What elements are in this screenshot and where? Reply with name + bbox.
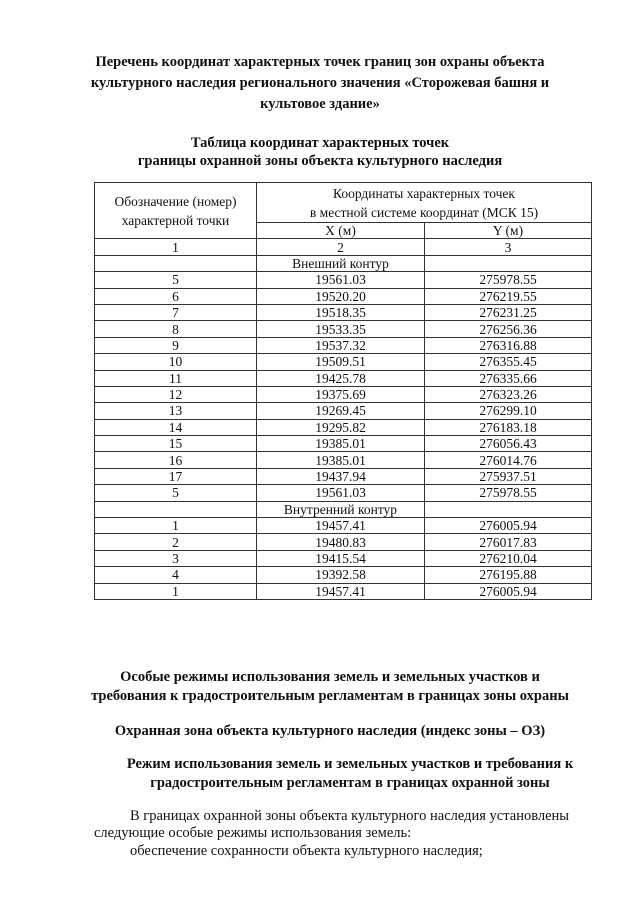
table-row [95, 370, 592, 386]
zone-heading: Охранная зона объекта культурного наследия (индекс зоны – ОЗ) [114, 723, 546, 739]
column-number-row [95, 239, 592, 255]
point-number-cell: 5 [95, 272, 257, 288]
column-number: 1 [95, 239, 257, 255]
point-number-cell: 16 [95, 452, 257, 468]
point-number-cell: 15 [95, 436, 257, 452]
x-coordinate-cell: 19269.45 [257, 403, 425, 419]
y-coordinate-cell: 276183.18 [425, 419, 592, 435]
x-coordinate-cell: 19509.51 [257, 354, 425, 370]
table-row [95, 272, 592, 288]
table-row [95, 337, 592, 353]
y-coordinate-cell: 276355.45 [425, 354, 592, 370]
table-row [95, 452, 592, 468]
table-title-line: Таблица координат характерных точек [190, 135, 450, 151]
regime-paragraph: В границах охранной зоны объекта культурного наследия установлены следующие особые режимы использования земель: [94, 808, 570, 841]
x-coordinate-cell: 19520.20 [257, 288, 425, 304]
table-row [95, 386, 592, 402]
table-row [95, 354, 592, 370]
table-row [95, 419, 592, 435]
outer-contour-row [95, 255, 592, 271]
x-coordinate-cell: 19518.35 [257, 304, 425, 320]
point-number-cell: 2 [95, 534, 257, 550]
coordinates-table [94, 182, 592, 600]
x-coordinate-cell: 19425.78 [257, 370, 425, 386]
inner-contour-label: Внутренний контур [257, 501, 425, 517]
y-coordinate-cell: 276210.04 [425, 550, 592, 566]
table-row [95, 485, 592, 501]
inner-contour-row [95, 501, 592, 517]
document-title [60, 52, 580, 115]
y-coordinate-cell: 276323.26 [425, 386, 592, 402]
y-coordinate-cell: 276335.66 [425, 370, 592, 386]
table-row [95, 550, 592, 566]
y-coordinate-cell: 276014.76 [425, 452, 592, 468]
y-header: Y (м) [425, 223, 592, 239]
y-coordinate-cell: 275937.51 [425, 468, 592, 484]
x-coordinate-cell: 19561.03 [257, 485, 425, 501]
table-row [95, 468, 592, 484]
table-row [95, 403, 592, 419]
title-line: культовое здание» [260, 96, 380, 112]
y-coordinate-cell: 276299.10 [425, 403, 592, 419]
table-row [95, 304, 592, 320]
list-item: обеспечение сохранности объекта культурного наследия; [130, 843, 483, 859]
x-coordinate-cell: 19457.41 [257, 583, 425, 599]
special-modes-heading: Особые режимы использования земель и земельных участков и требования к градостроительным регламентам в границах зоны охраны [91, 669, 569, 704]
table-title [60, 134, 580, 170]
x-coordinate-cell: 19392.58 [257, 567, 425, 583]
y-coordinate-cell: 276231.25 [425, 304, 592, 320]
title-line: культурного наследия регионального значения «Сторожевая башня и [90, 75, 550, 91]
column-number: 2 [257, 239, 425, 255]
point-number-cell: 6 [95, 288, 257, 304]
x-coordinate-cell: 19385.01 [257, 436, 425, 452]
table-row [95, 321, 592, 337]
table-header-row [95, 183, 592, 223]
y-coordinate-cell: 275978.55 [425, 485, 592, 501]
point-number-cell: 1 [95, 518, 257, 534]
x-coordinate-cell: 19375.69 [257, 386, 425, 402]
y-coordinate-cell: 276316.88 [425, 337, 592, 353]
y-coordinate-cell: 276256.36 [425, 321, 592, 337]
point-number-cell: 17 [95, 468, 257, 484]
y-coordinate-cell: 276219.55 [425, 288, 592, 304]
point-number-cell: 4 [95, 567, 257, 583]
table-row [95, 534, 592, 550]
y-coordinate-cell: 276005.94 [425, 518, 592, 534]
table-title-line: границы охранной зоны объекта культурного наследия [137, 153, 503, 169]
regime-heading: Режим использования земель и земельных участков и требования к градостроительным регламентам в границах охранной зоны [126, 756, 574, 791]
point-number-cell: 9 [95, 337, 257, 353]
point-number-header: Обозначение (номер) характерной точки [95, 183, 257, 239]
table-row [95, 583, 592, 599]
y-coordinate-cell: 276017.83 [425, 534, 592, 550]
point-number-cell: 12 [95, 386, 257, 402]
y-coordinate-cell: 276005.94 [425, 583, 592, 599]
point-number-cell: 7 [95, 304, 257, 320]
y-coordinate-cell: 276195.88 [425, 567, 592, 583]
x-coordinate-cell: 19415.54 [257, 550, 425, 566]
point-number-cell: 8 [95, 321, 257, 337]
table-row [95, 436, 592, 452]
table-row [95, 567, 592, 583]
column-number: 3 [425, 239, 592, 255]
point-number-cell: 11 [95, 370, 257, 386]
point-number-cell: 5 [95, 485, 257, 501]
x-coordinate-cell: 19457.41 [257, 518, 425, 534]
x-coordinate-cell: 19533.35 [257, 321, 425, 337]
x-coordinate-cell: 19561.03 [257, 272, 425, 288]
outer-contour-label: Внешний контур [257, 255, 425, 271]
x-coordinate-cell: 19437.94 [257, 468, 425, 484]
point-number-cell: 3 [95, 550, 257, 566]
x-coordinate-cell: 19480.83 [257, 534, 425, 550]
coordinates-header: Координаты характерных точек в местной системе координат (МСК 15) [257, 183, 592, 223]
x-header: X (м) [257, 223, 425, 239]
x-coordinate-cell: 19537.32 [257, 337, 425, 353]
x-coordinate-cell: 19295.82 [257, 419, 425, 435]
point-number-cell: 14 [95, 419, 257, 435]
table-row [95, 518, 592, 534]
y-coordinate-cell: 275978.55 [425, 272, 592, 288]
point-number-cell: 10 [95, 354, 257, 370]
point-number-cell: 1 [95, 583, 257, 599]
y-coordinate-cell: 276056.43 [425, 436, 592, 452]
point-number-cell: 13 [95, 403, 257, 419]
title-line: Перечень координат характерных точек границ зон охраны объекта [95, 54, 545, 70]
x-coordinate-cell: 19385.01 [257, 452, 425, 468]
table-row [95, 288, 592, 304]
